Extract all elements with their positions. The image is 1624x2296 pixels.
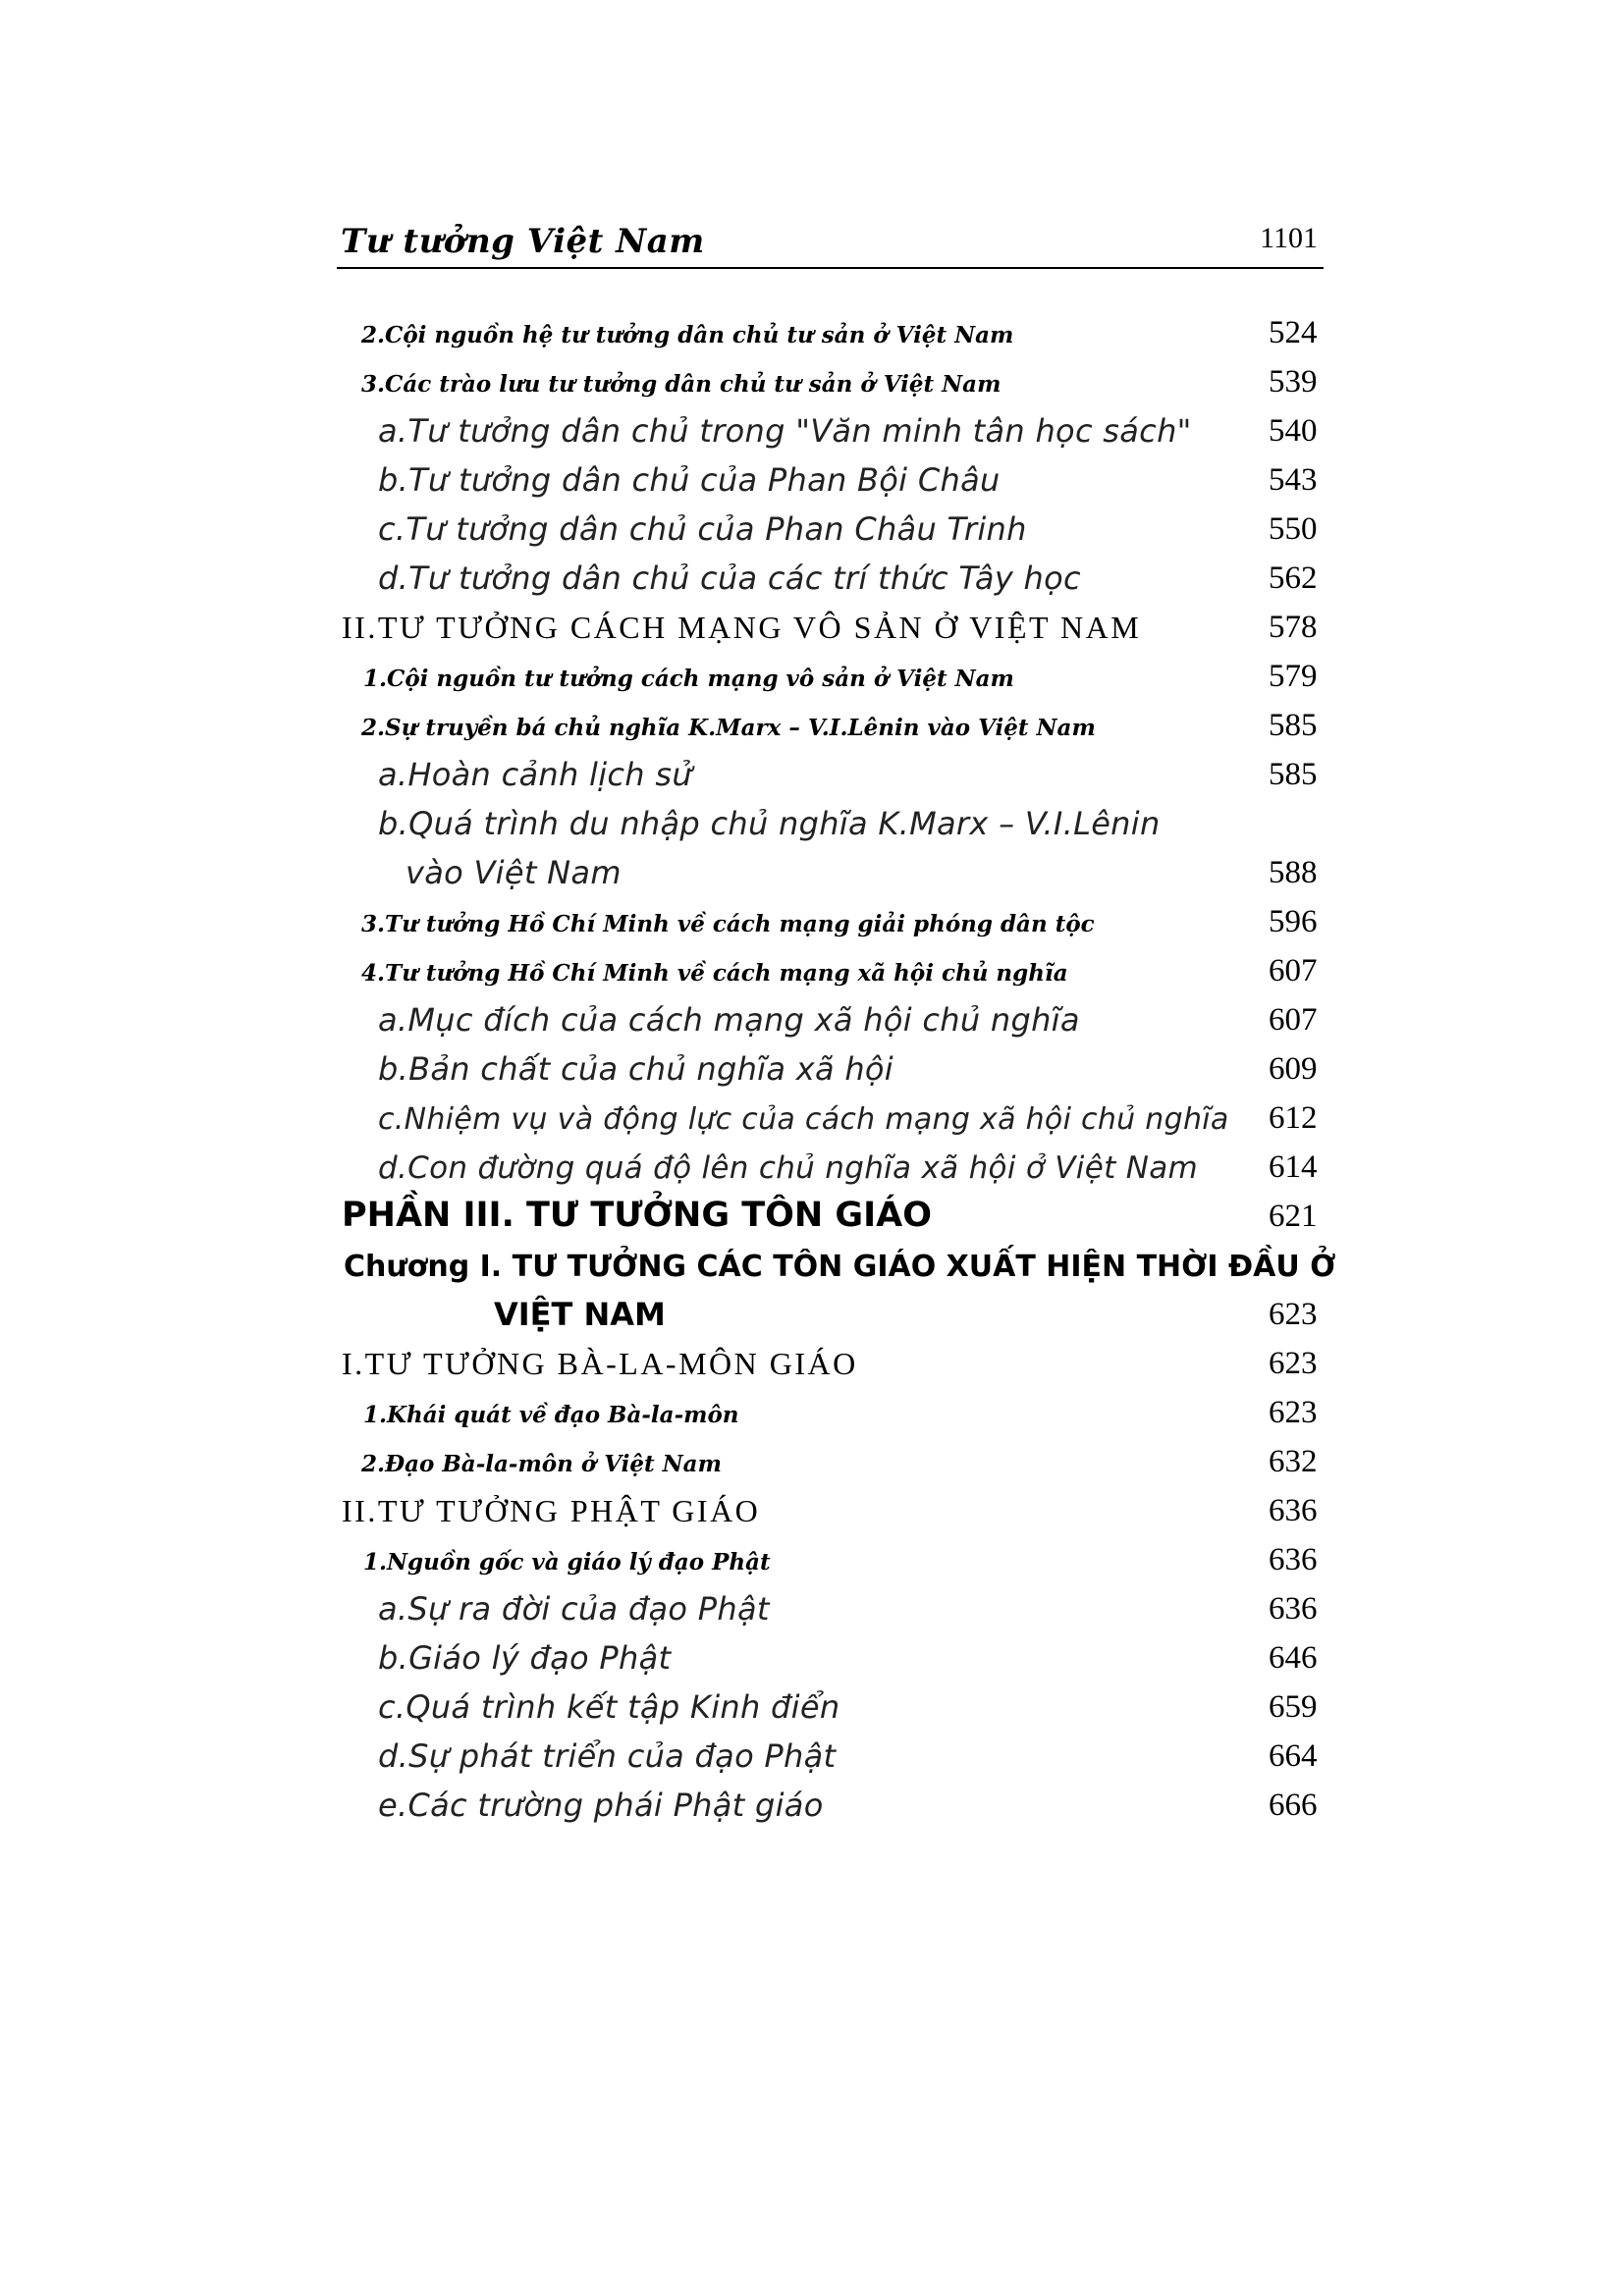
toc-entry-page: 623	[1269, 1297, 1318, 1332]
toc-entry	[361, 363, 1324, 406]
toc-entry-title: b.Tư tưởng dân chủ của Phan Bội Châu	[378, 461, 1001, 499]
toc-entry	[363, 1541, 1324, 1584]
toc-entry-page: 636	[1269, 1542, 1318, 1577]
toc-entry-title: c.Tư tưởng dân chủ của Phan Châu Trinh	[378, 510, 1027, 548]
toc-entry-title: 4.Tư tưởng Hồ Chí Minh về cách mạng xã hội chủ nghĩa	[361, 960, 1068, 987]
toc-entry	[378, 756, 1324, 799]
page-number: 1101	[1260, 222, 1318, 254]
toc-entry-page: 659	[1269, 1689, 1318, 1725]
toc-entry-title: 1.Khái quát về đạo Bà-la-môn	[363, 1402, 739, 1428]
toc-entry-title: a.Hoàn cảnh lịch sử	[378, 756, 692, 793]
toc-entry-title: 3.Tư tưởng Hồ Chí Minh về cách mạng giải phóng dân tộc	[361, 911, 1095, 937]
toc-entry-page: 540	[1269, 413, 1318, 449]
toc-entry-title: II.TƯ TƯỞNG CÁCH MẠNG VÔ SẢN Ở VIỆT NAM	[342, 610, 1142, 645]
toc-entry-title: 2.Đạo Bà-la-môn ở Việt Nam	[361, 1451, 722, 1477]
toc-entry-title: I.TƯ TƯỞNG BÀ-LA-MÔN GIÁO	[342, 1346, 858, 1381]
toc-entry-page: 623	[1269, 1395, 1318, 1430]
toc-entry	[378, 560, 1324, 603]
toc-entry-page: 539	[1269, 364, 1318, 400]
toc-entry-page: 632	[1269, 1444, 1318, 1479]
toc-entry	[361, 707, 1324, 750]
toc-entry-page: 585	[1269, 757, 1318, 792]
toc-entry	[361, 314, 1324, 357]
toc-entry-title: 1.Nguồn gốc và giáo lý đạo Phật	[363, 1549, 771, 1575]
toc-entry	[361, 1443, 1324, 1486]
toc-entry-continuation	[406, 854, 1324, 897]
toc-entry	[378, 1001, 1324, 1044]
toc-entry-title: d.Sự phát triển của đạo Phật	[378, 1737, 837, 1775]
toc-entry	[378, 1099, 1324, 1143]
toc-entry-page: 646	[1269, 1640, 1318, 1676]
toc-entry	[378, 1050, 1324, 1094]
toc-entry-page: 614	[1269, 1149, 1318, 1185]
toc-entry	[378, 461, 1324, 505]
toc-entry-title: d.Con đường quá độ lên chủ nghĩa xã hội ở Việt Nam	[378, 1150, 1198, 1186]
toc-entry	[378, 1688, 1324, 1732]
toc-entry-page: 524	[1269, 315, 1318, 350]
toc-entry-page: 607	[1269, 1002, 1318, 1038]
toc-entry-title: II.TƯ TƯỞNG PHẬT GIÁO	[342, 1493, 761, 1528]
toc-entry-page: 585	[1269, 708, 1318, 743]
toc-entry	[378, 1737, 1324, 1781]
toc-entry-page: 666	[1269, 1788, 1318, 1823]
toc-entry	[378, 510, 1324, 554]
toc-entry-page: 607	[1269, 953, 1318, 988]
toc-chapter-heading	[344, 1247, 1336, 1290]
toc-entry	[342, 609, 1324, 652]
toc-entry	[342, 1492, 1324, 1535]
book-title: Tư tưởng Việt Nam	[341, 222, 705, 261]
toc-entry-title: Chương I. TƯ TƯỞNG CÁC TÔN GIÁO XUẤT HIỆN THỜI ĐẦU Ở	[344, 1250, 1336, 1284]
toc-entry-title: c.Nhiệm vụ và động lực của cách mạng xã hội chủ nghĩa	[378, 1102, 1229, 1137]
toc-entry	[342, 1345, 1324, 1388]
toc-chapter-heading-continuation	[494, 1296, 1324, 1339]
toc-entry-title: vào Việt Nam	[406, 854, 622, 891]
toc-entry	[378, 412, 1324, 455]
toc-entry	[378, 1639, 1324, 1682]
toc-entry-page: 664	[1269, 1738, 1318, 1774]
toc-entry	[361, 952, 1324, 995]
toc-entry	[363, 1394, 1324, 1437]
toc-part-heading	[342, 1198, 1324, 1241]
toc-entry-page: 588	[1269, 855, 1318, 890]
toc-entry-title: b.Giáo lý đạo Phật	[378, 1639, 672, 1677]
toc-entry	[378, 805, 1324, 848]
toc-entry-page: 636	[1269, 1493, 1318, 1528]
toc-entry-page: 621	[1269, 1199, 1318, 1234]
toc-entry-title: a.Tư tưởng dân chủ trong "Văn minh tân học sách"	[378, 412, 1192, 450]
toc-entry-page: 562	[1269, 561, 1318, 596]
toc-entry	[378, 1148, 1324, 1192]
toc-entry-title: 2.Cội nguồn hệ tư tưởng dân chủ tư sản ở Việt Nam	[361, 322, 1014, 348]
toc-entry	[378, 1590, 1324, 1633]
toc-entry-title: a.Mục đích của cách mạng xã hội chủ nghĩa	[378, 1001, 1080, 1039]
toc-entry-title: PHẦN III. TƯ TƯỞNG TÔN GIÁO	[342, 1196, 932, 1235]
toc-entry-page: 596	[1269, 904, 1318, 939]
toc-entry-page: 543	[1269, 462, 1318, 498]
toc-entry-title: a.Sự ra đời của đạo Phật	[378, 1590, 770, 1628]
toc-entry-title: 2.Sự truyền bá chủ nghĩa K.Marx – V.I.Lênin vào Việt Nam	[361, 715, 1096, 741]
toc-entry-page: 623	[1269, 1346, 1318, 1381]
toc-entry	[378, 1787, 1324, 1830]
toc-entry-title: e.Các trường phái Phật giáo	[378, 1787, 824, 1824]
toc-entry-page: 578	[1269, 610, 1318, 645]
toc-entry-page: 612	[1269, 1100, 1318, 1136]
toc-entry	[363, 658, 1324, 701]
toc-entry-page: 636	[1269, 1591, 1318, 1627]
toc-entry-page: 609	[1269, 1051, 1318, 1087]
toc-entry	[361, 903, 1324, 946]
toc-entry-page: 550	[1269, 511, 1318, 547]
toc-entry-title: d.Tư tưởng dân chủ của các trí thức Tây học	[378, 560, 1081, 597]
toc-entry-title: b.Bản chất của chủ nghĩa xã hội	[378, 1050, 894, 1088]
toc-entry-title: 1.Cội nguồn tư tưởng cách mạng vô sản ở Việt Nam	[363, 666, 1014, 692]
toc-entry-page: 579	[1269, 659, 1318, 694]
toc-entry-title: c.Quá trình kết tập Kinh điển	[378, 1688, 840, 1726]
toc-entry-title: VIỆT NAM	[494, 1296, 666, 1333]
toc-entry-title: b.Quá trình du nhập chủ nghĩa K.Marx – V.I.Lênin	[378, 805, 1161, 842]
toc-entry-title: 3.Các trào lưu tư tưởng dân chủ tư sản ở Việt Nam	[361, 371, 1001, 398]
